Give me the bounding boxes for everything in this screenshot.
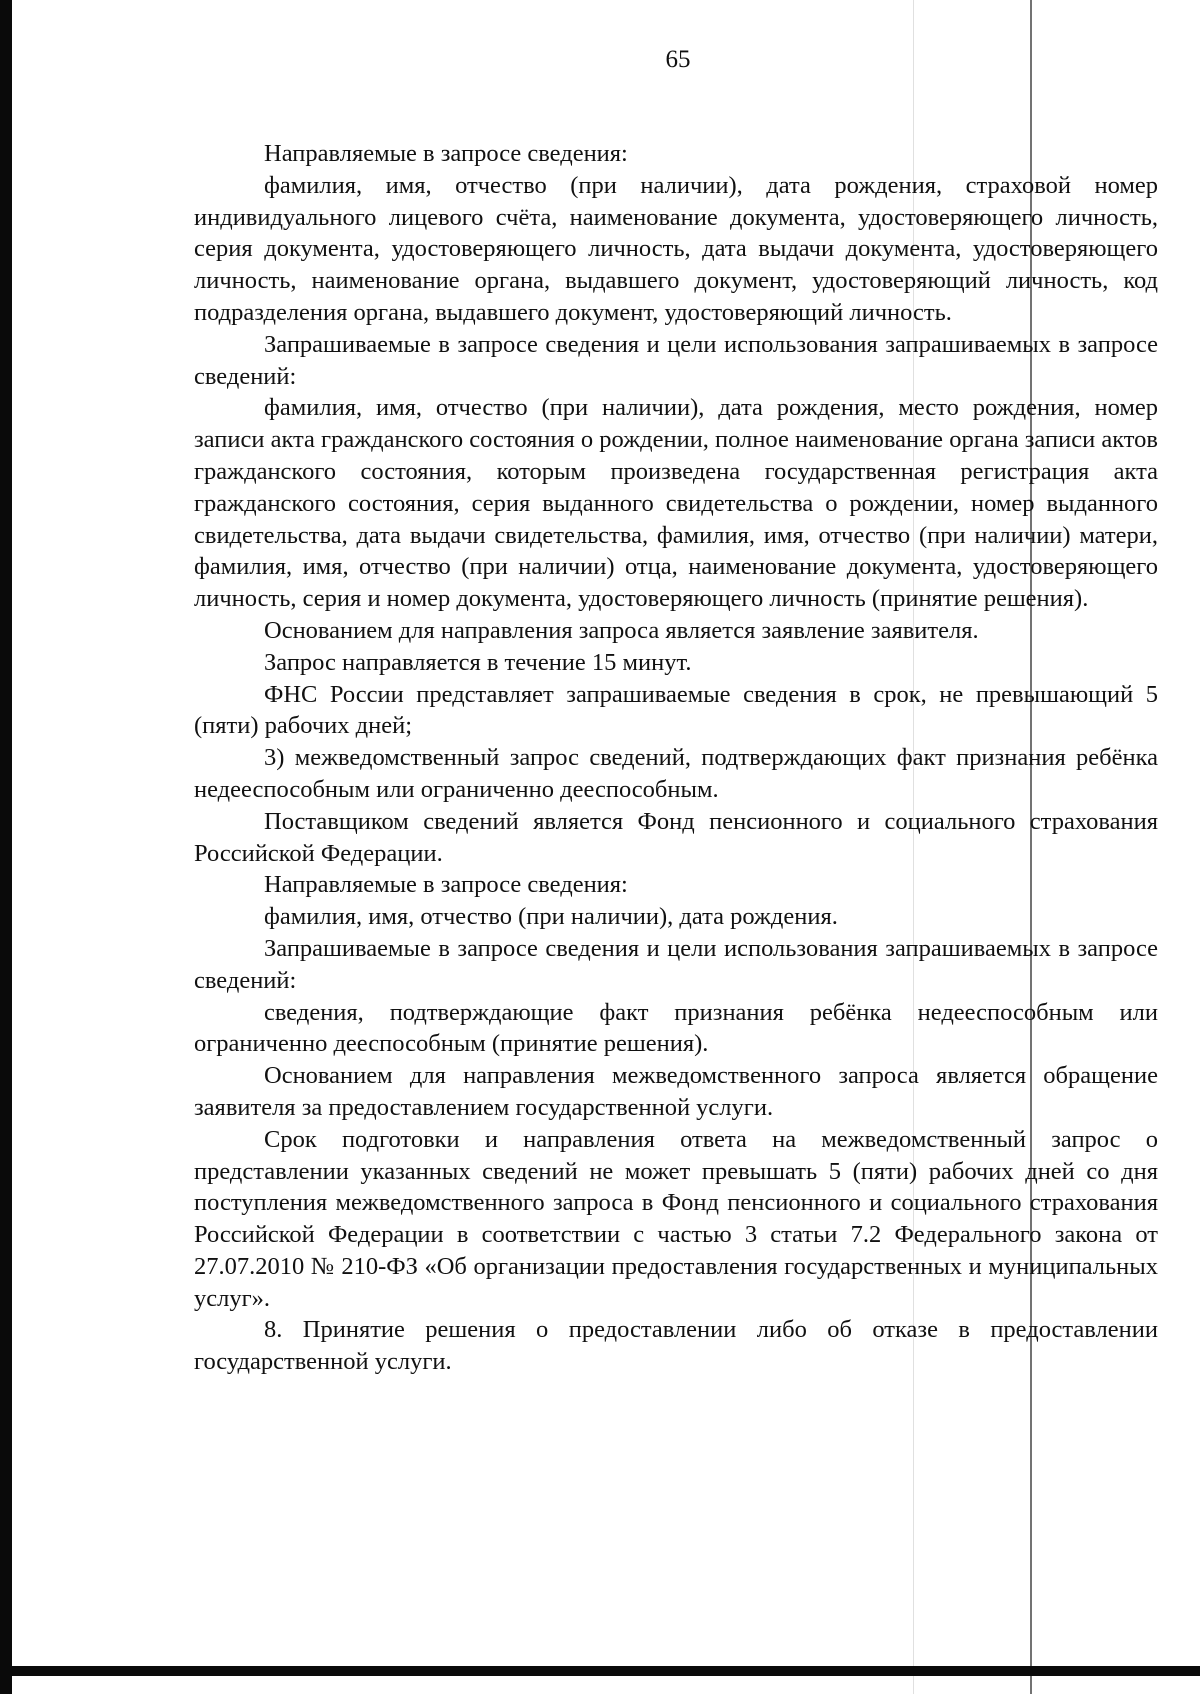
paragraph: Направляемые в запросе сведения: — [264, 140, 628, 167]
paragraph: фамилия, имя, отчество (при наличии), дата рождения, место рождения, номер записи акта гражданского состояния о рождении, полное наименование органа записи актов гражданского состояния, которым произведена государственная регистрация акта гражданского состояния, серия выданного свидетельства о рождении, номер выданного свидетельства, дата выдачи свидетельства, фамилия, имя, отчество (при наличии) матери, фамилия, имя, отчество (при наличии) отца, наименование документа, удостоверяющего личность, серия и номер документа, удостоверяющего личность (принятие решения). — [194, 394, 1158, 613]
paragraph: Срок подготовки и направления ответа на межведомственный запрос о представлении указанных сведений не может превышать 5 (пяти) рабочих дней со дня поступления межведомственного запроса в Фонд пенсионного и социального страхования Российской Федерации в соответствии с частью 3 статьи 7.2 Федерального закона от 27.07.2010 № 210-ФЗ «Об организации предоставления государственных и муниципальных услуг». — [194, 1125, 1158, 1312]
paragraph: фамилия, имя, отчество (при наличии), дата рождения. — [264, 903, 838, 931]
paragraph: Основанием для направления запроса является заявление заявителя. — [264, 616, 979, 644]
paragraph: Запрос направляется в течение 15 минут. — [264, 648, 692, 676]
paragraph: сведения, подтверждающие факт признания ребёнка недееспособным или ограниченно дееспособным (принятие решения). — [194, 998, 1158, 1058]
paragraph: Основанием для направления межведомственного запроса является обращение заявителя за предоставлением государственной услуги. — [194, 1062, 1158, 1121]
paragraph: Направляемые в запросе сведения: — [264, 871, 628, 899]
paragraph: ФНС России представляет запрашиваемые сведения в срок, не превышающий 5 (пяти) рабочих дней; — [194, 680, 1158, 740]
paragraph: Запрашиваемые в запросе сведения и цели использования запрашиваемых в запросе сведений: — [194, 934, 1158, 994]
scan-bottom-edge — [0, 1666, 1200, 1676]
document-body — [194, 138, 1158, 1378]
page-number: 65 — [665, 46, 691, 73]
scan-left-edge — [0, 0, 12, 1694]
paragraph: Поставщиком сведений является Фонд пенсионного и социального страхования Российской Федерации. — [194, 807, 1158, 867]
paragraph: Запрашиваемые в запросе сведения и цели использования запрашиваемых в запросе сведений: — [194, 330, 1158, 390]
section-heading-paragraph: 8. Принятие решения о предоставлении либо об отказе в предоставлении государственной услуги. — [194, 1316, 1158, 1376]
paragraph: фамилия, имя, отчество (при наличии), дата рождения, страховой номер индивидуального лицевого счёта, наименование документа, удостоверяющего личность, серия документа, удостоверяющего личность, дата выдачи документа, удостоверяющего личность, наименование органа, выдавшего документ, удостоверяющий личность, код подразделения органа, выдавшего документ, удостоверяющий личность. — [194, 171, 1158, 326]
paragraph: 3) межведомственный запрос сведений, подтверждающих факт признания ребёнка недееспособным или ограниченно дееспособным. — [194, 744, 1158, 803]
